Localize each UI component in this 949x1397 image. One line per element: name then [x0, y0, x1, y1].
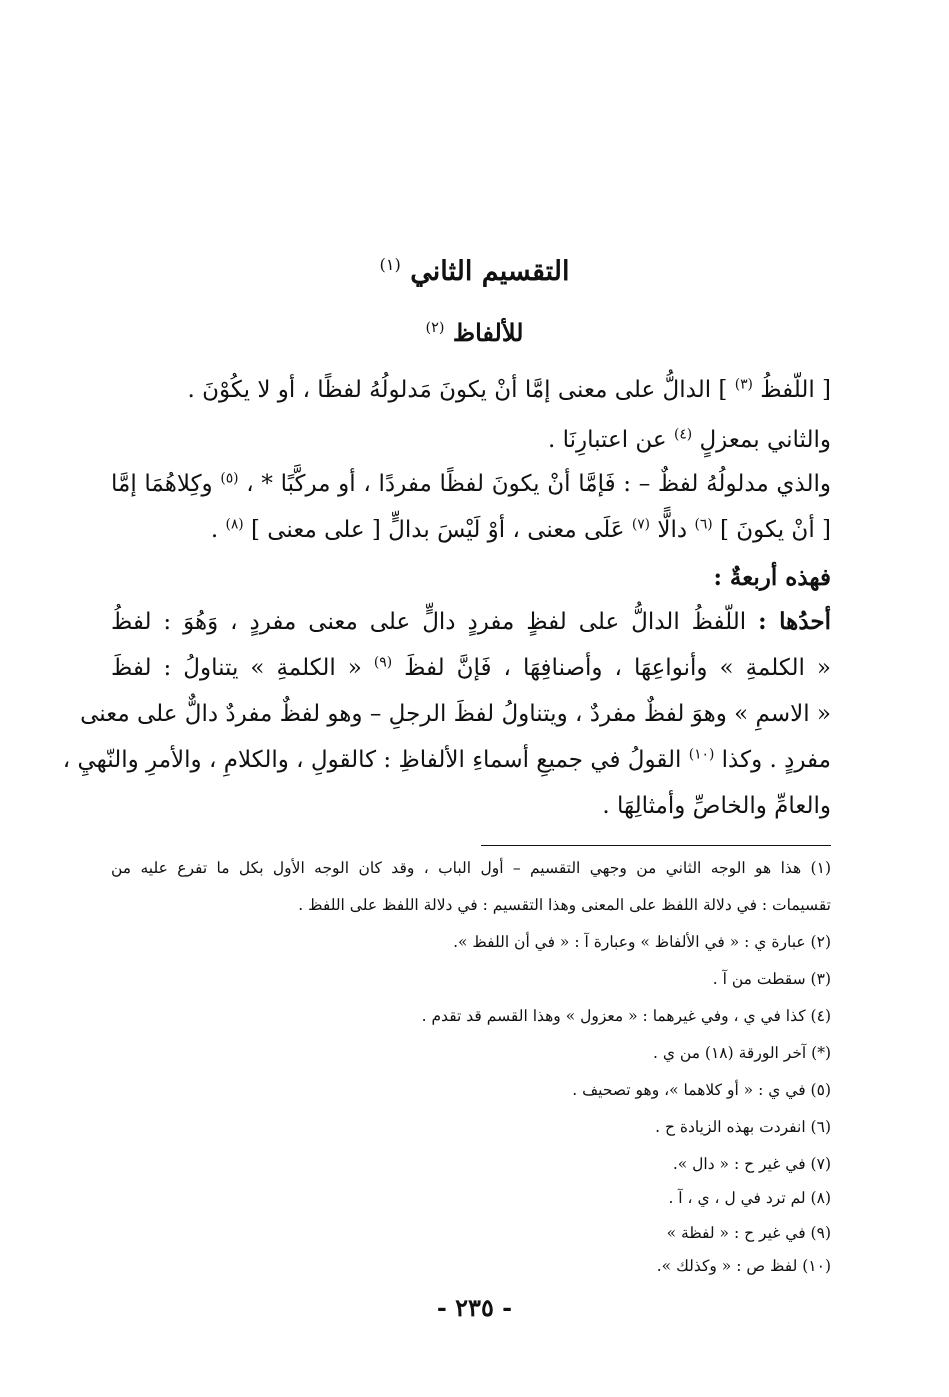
footnote-5: (٥) في ي : « أو كلاهما »، وهو تصحيف .: [572, 1081, 831, 1099]
subtitle-footnote-ref: (٢): [425, 320, 445, 336]
title-text: التقسيم الثاني: [410, 256, 570, 287]
text-run: اللّفظُ الدالُّ على لفظٍ مفردٍ دالٍّ على معنى مفردٍ ، وَهُوَ : لفظُ: [111, 609, 747, 635]
text-run: .: [210, 517, 219, 543]
footnote-6: (٦) انفردت بهذه الزيادة ح .: [655, 1118, 831, 1136]
title-footnote-ref: (١): [379, 255, 401, 274]
body-line-10: والعامِّ والخاصِّ وأمثالِهَا .: [602, 793, 831, 819]
text-run: والثاني بمعزلٍ: [699, 427, 831, 453]
text-run: ] الدالُّ على معنى إمَّا أنْ يكونَ مَدلولُهُ لفظًا ، أو لا يكُوْنَ .: [187, 377, 728, 403]
footnote-ref: (٤): [673, 426, 693, 443]
text-run: مفردٍ . وكذا: [721, 747, 831, 773]
text-run: والذي مدلولُهُ لفظٌ – : فَإمَّا أنْ يكونَ لفظًا مفردًا ، أو مركَّبًا * ،: [246, 471, 832, 497]
body-line-9: [62, 738, 831, 782]
body-line-4: [111, 508, 831, 552]
footnote-2: (٢) عبارة ي : « في الألفاظ » وعبارة آ : « في أن اللفظ ».: [453, 933, 831, 951]
footnote-7: (٧) في غير ح : « دال ».: [672, 1155, 831, 1173]
body-line-5: فهذه أربعةٌ :: [713, 564, 831, 591]
footnote-ref: (٥): [220, 470, 239, 487]
footnote-ref: (٧): [631, 516, 651, 533]
text-run: دالًّا: [657, 517, 688, 543]
body-line-2: [111, 418, 831, 462]
footnote-ref: (١٠): [688, 746, 715, 763]
body-line-3: [111, 462, 831, 506]
footnote-3: (٣) سقطت من آ .: [712, 970, 831, 988]
footnote-ref: (٩): [373, 654, 393, 671]
page-number: - ٢٣٥ -: [436, 1293, 513, 1322]
text-run: عن اعتبارِنَا .: [547, 427, 667, 453]
page-title: [0, 252, 949, 292]
page-subtitle: [0, 315, 949, 351]
text-run: عَلَى معنى ، أوْ لَيْسَ بدالٍّ [ على معنى ]: [250, 517, 625, 543]
text-run: أحدُها :: [758, 608, 831, 635]
footnote-8: (٨) لم ترد في ل ، ي ، آ .: [668, 1189, 831, 1207]
body-line-7: [111, 646, 831, 690]
subtitle-text: للألفاظ: [452, 318, 524, 347]
body-line-8: « الاسمِ » وهوَ لفظٌ مفردٌ ، ويتناولُ لفظَ الرجلِ – وهو لفظٌ مفردٌ دالٌّ على معنى: [80, 701, 831, 727]
body-line-6: [111, 600, 831, 644]
footnote-ref: (٨): [225, 516, 244, 533]
footnote-4: (٤) كذا في ي ، وفي غيرهما : « معزول » وهذا القسم قد تقدم .: [421, 1007, 831, 1025]
text-run: [ أنْ يكونَ ]: [719, 517, 831, 543]
footnote-separator: [481, 845, 831, 846]
footnote-1-line-2: تقسيمات : في دلالة اللفظ على المعنى وهذا التقسيم : في دلالة اللفظ على اللفظ .: [298, 896, 831, 914]
footnote-9: (٩) في غير ح : « لفظة »: [666, 1224, 831, 1242]
footnote-10: (١٠) لفظ ص : « وكذلك ».: [656, 1257, 831, 1275]
footnote-star: (*) آخر الورقة (١٨) من ي .: [652, 1044, 831, 1062]
body-line-1: [111, 368, 831, 412]
footnote-1-line-1: (١) هذا هو الوجه الثاني من وجهي التقسيم – أول الباب ، وقد كان الوجه الأول بكل ما تفرع عليه من: [111, 859, 831, 877]
footnote-ref: (٣): [734, 376, 753, 393]
text-run: « الكلمةِ » وأنواعِهَا ، وأصنافِهَا ، فَإنَّ لفظَ: [404, 655, 832, 681]
text-run: [ اللّفظُ: [760, 377, 831, 403]
text-run: وكِلاهُمَا إمَّا: [111, 471, 213, 497]
text-run: القولُ في جميعِ أسماءِ الألفاظِ : كالقولِ ، والكلامِ ، والأمرِ والنّهيِ ،: [62, 747, 682, 773]
text-run: « الكلمةِ » يتناولُ : لفظَ: [111, 655, 362, 681]
footnote-ref: (٦): [694, 516, 713, 533]
